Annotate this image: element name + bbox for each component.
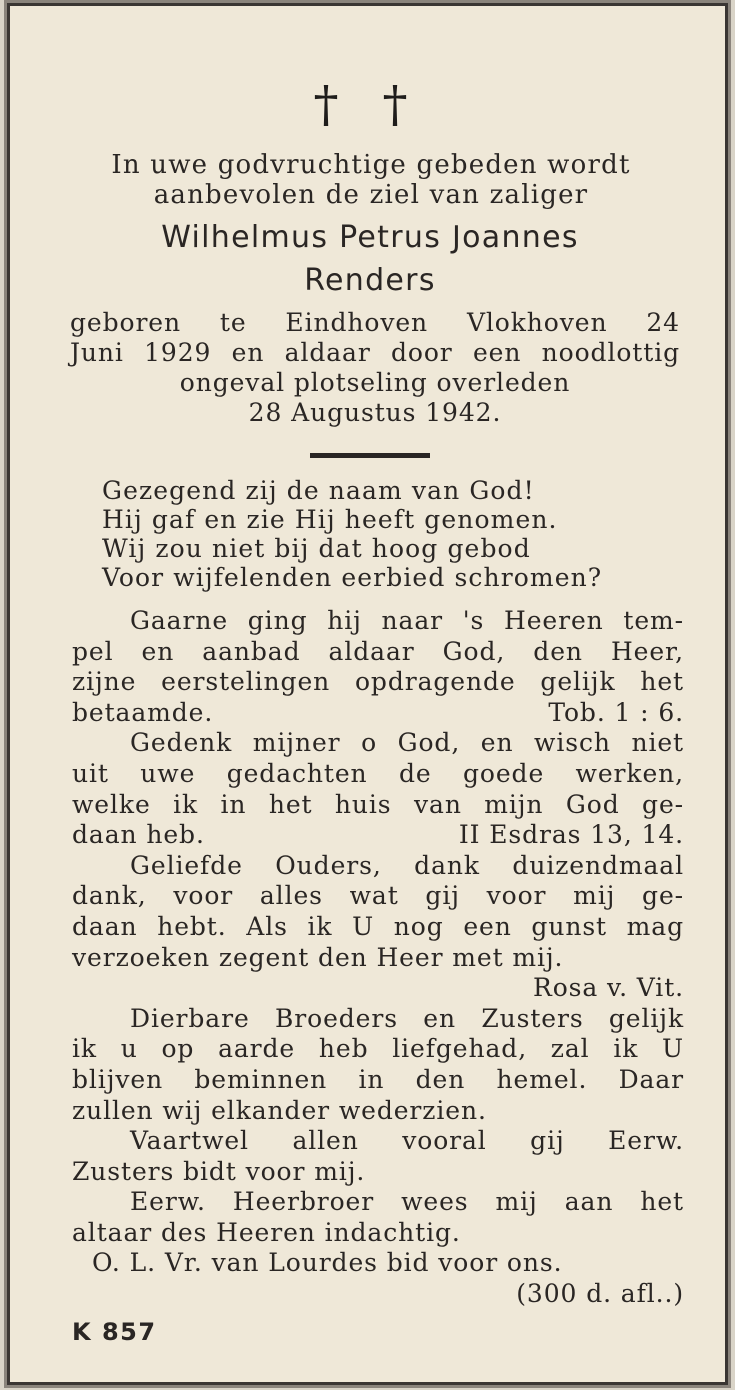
verse-line: Hij gaf en zie Hij heeft genomen.	[102, 505, 558, 534]
prayer-line	[72, 1065, 684, 1096]
verse	[102, 476, 662, 592]
prayer-line-text: dank, voor alles wat gij voor mij ge-	[72, 881, 684, 911]
prayer-line	[72, 606, 684, 637]
divider	[310, 453, 430, 458]
verse-line: Voor wijfelenden eerbied schromen?	[102, 563, 603, 592]
prayer-line	[72, 1248, 684, 1279]
verse-line: Gezegend zij de naam van God!	[102, 476, 535, 505]
biography	[70, 308, 680, 428]
prayer-line	[72, 851, 684, 882]
scripture-reference: Tob. 1 : 6.	[548, 697, 684, 727]
intro-line: aanbevolen de ziel van zaliger	[153, 180, 589, 210]
prayer-line	[72, 1126, 684, 1157]
prayer-line-text: welke ik in het huis van mijn God ge-	[72, 789, 684, 819]
prayer-line	[72, 1279, 684, 1310]
prayer-line	[72, 637, 684, 668]
prayer-line	[72, 667, 684, 698]
prayer-line-text: daan heb.	[72, 820, 205, 850]
cross-icon: † †	[313, 75, 422, 133]
prayer-line	[72, 1218, 684, 1249]
prayer-line-text: Vaartwel allen vooral gij Eerw.	[130, 1126, 684, 1156]
prayer-line	[72, 728, 684, 759]
prayer-line-text: zijne eerstelingen opdragende gelijk het	[72, 667, 684, 697]
prayer-line	[72, 759, 684, 790]
prayer-line-text: altaar des Heeren indachtig.	[72, 1217, 461, 1247]
prayer-line	[72, 1096, 684, 1127]
prayer-line	[72, 973, 684, 1004]
deceased-name: Wilhelmus Petrus Joannes	[161, 220, 579, 255]
prayer-line	[72, 881, 684, 912]
bio-line: 28 Augustus 1942.	[248, 398, 502, 427]
prayer-line-text: Geliefde Ouders, dank duizendmaal	[130, 850, 684, 880]
bio-line: Juni 1929 en aldaar door een noodlottig	[70, 338, 680, 367]
prayer-line	[72, 1034, 684, 1065]
scripture-reference: II Esdras 13, 14.	[458, 820, 684, 850]
prayer-line-text: daan hebt. Als ik U nog een gunst mag	[72, 911, 684, 941]
prayer-text	[72, 606, 684, 1310]
prayer-line-text: Eerw. Heerbroer wees mij aan het	[130, 1187, 684, 1217]
prayer-line-text: Zusters bidt voor mij.	[72, 1156, 366, 1186]
prayer-line-text: Gedenk mijner o God, en wisch niet	[130, 728, 684, 758]
prayer-line-text: betaamde.	[72, 697, 214, 727]
bio-line: geboren te Eindhoven Vlokhoven 24	[70, 308, 680, 337]
prayer-line	[72, 912, 684, 943]
deceased-surname: Renders	[304, 263, 436, 298]
prayer-line-text: Rosa v. Vit.	[532, 973, 684, 1003]
prayer-line	[72, 1187, 684, 1218]
prayer-line	[72, 698, 684, 729]
prayer-line-text: pel en aanbad aldaar God, den Heer,	[72, 636, 684, 666]
prayer-line-text: verzoeken zegent den Heer met mij.	[72, 942, 564, 972]
prayer-line-text: uit uwe gedachten de goede werken,	[72, 758, 684, 788]
card-code: K 857	[72, 1318, 157, 1346]
prayer-line	[72, 790, 684, 821]
intro-text	[66, 150, 676, 210]
prayer-line-text: Gaarne ging hij naar 's Heeren tem-	[130, 606, 684, 635]
prayer-line-text: O. L. Vr. van Lourdes bid voor ons.	[92, 1248, 563, 1278]
prayer-line-text: (300 d. afl..)	[516, 1279, 684, 1309]
prayer-line-text: blijven beminnen in den hemel. Daar	[72, 1064, 684, 1094]
prayer-line	[72, 1157, 684, 1188]
prayer-line-text: zullen wij elkander wederzien.	[72, 1095, 487, 1125]
prayer-line	[72, 1004, 684, 1035]
bio-line: ongeval plotseling overleden	[179, 368, 571, 397]
prayer-line	[72, 943, 684, 974]
verse-line: Wij zou niet bij dat hoog gebod	[102, 534, 531, 563]
prayer-line-text: ik u op aarde heb liefgehad, zal ik U	[72, 1034, 684, 1064]
prayer-line	[72, 820, 684, 851]
prayer-line-text: Dierbare Broeders en Zusters gelijk	[130, 1003, 684, 1033]
intro-line: In uwe godvruchtige gebeden wordt	[111, 150, 631, 180]
memorial-card	[10, 6, 725, 1382]
